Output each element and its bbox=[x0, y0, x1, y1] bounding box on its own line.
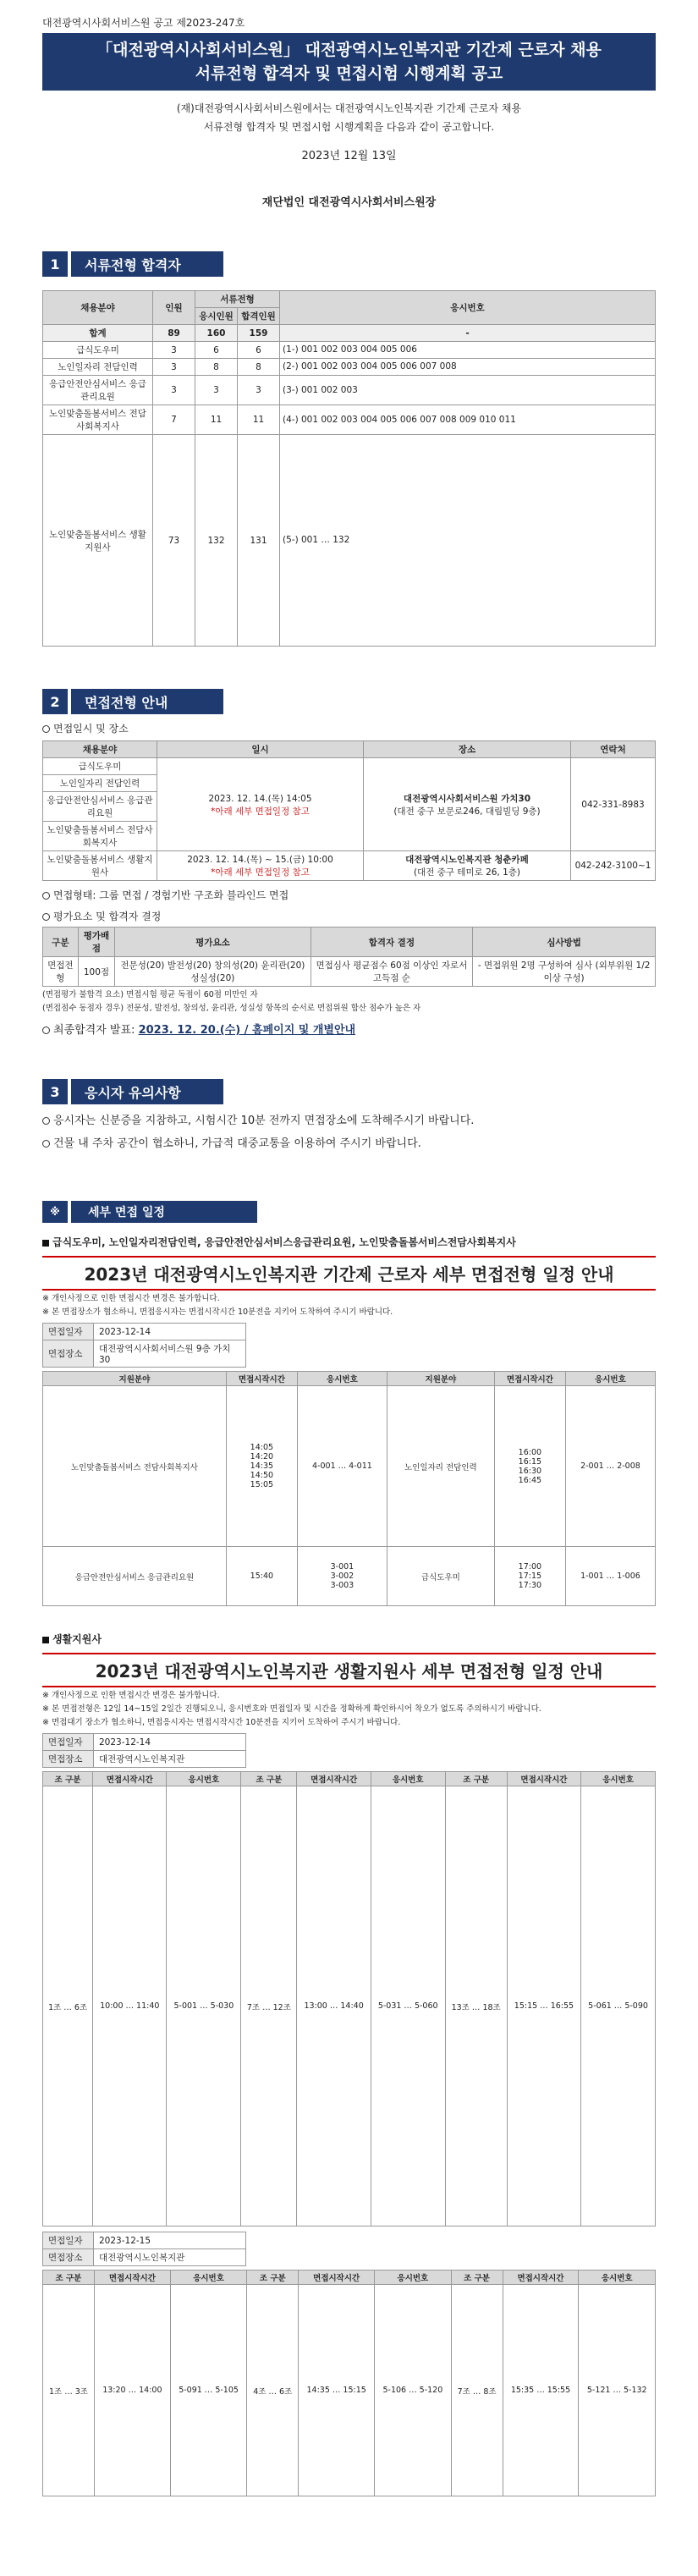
note: ※ 본 면접장소가 협소하니, 면접응시자는 면접시작시간 10분전을 지키어 도착하여 주시기 바랍니다. bbox=[42, 1307, 393, 1317]
eval-note-2: (면접점수 동점자 경우) 전문성, 발전성, 창의성, 윤리관, 성실성 항목의 순서로 면접위원 합산 점수가 높은 자 bbox=[42, 1004, 421, 1013]
info-table-2: 면접일자 2023-12-14 면접장소 대전광역시노인복지관 bbox=[42, 1733, 246, 1768]
note: ※ 개인사정으로 인한 면접시간 변경은 불가합니다. bbox=[42, 1691, 220, 1700]
section-2-header: 2 면접전형 안내 bbox=[42, 689, 656, 714]
schedule-table-1: 지원분야 면접시작시간 응시번호 지원분야 면접시작시간 응시번호 노인맞춤돌봄서비스 전담사회복지사 14:05 14:20 14:35 14:50 15:05 4-001 … 4-011 노인일자리 전담인력 16:00 16:15 16:30 16:45 2-001 … 2-008 응급안전안심서비스 응급관리요원 15:40 3-001 3-002 3-003 급식도우미 17:00 17:15 17:30 1-001 … 1-006 bbox=[42, 1371, 656, 1606]
bullet-format: 면접형태: 그룹 면접 / 경험기반 구조화 블라인드 면접 bbox=[42, 888, 656, 902]
circle-bullet-icon bbox=[42, 1117, 50, 1125]
caution-2: 건물 내 주차 공간이 협소하니, 가급적 대중교통을 이용하여 주시기 바랍니다. bbox=[42, 1134, 656, 1150]
group-1-label: 급식도우미, 노인일자리전담인력, 응급안전안심서비스응급관리요원, 노인맞춤돌봄서비스전담사회복지사 bbox=[42, 1235, 656, 1249]
circle-bullet-icon bbox=[42, 725, 50, 733]
group-2-label: 생활지원사 bbox=[42, 1632, 656, 1646]
bullet-schedule: 면접일시 및 장소 bbox=[42, 721, 656, 735]
document-pass-table: 채용분야 인원 서류전형 응시번호 응시인원 합격인원 합계 89 160 159 - 급식도우미 3 6 6 (1-) 001 002 003 004 005 006 노인일자리 전담인력 3 8 8 (2-) 001 002 003 004 005 006 007 008 응급안전안심서비스 응급관리요원 3 3 3 (3-) 001 002 003 노인맞춤돌봄서비스 전담사회복지사 7 11 11 (4-) 001 002 003 004 005 006 007 008 009 010 011 노인맞춤돌봄서비스 생활지원사 73 132 131 (5-) 001 … 132 bbox=[42, 290, 656, 647]
schedule-title-2: 2023년 대전광역시노인복지관 생활지원사 세부 면접전형 일정 안내 bbox=[42, 1653, 656, 1687]
circle-bullet-icon bbox=[42, 1027, 50, 1034]
note: ※ 면접대기 장소가 협소하니, 면접응시자는 면접시작시간 10분전을 지키어 도착하여 주시기 바랍니다. bbox=[42, 1718, 401, 1727]
final-announcement: 최종합격자 발표: 2023. 12. 20.(수) / 홈페이지 및 개별안내 bbox=[42, 1021, 656, 1037]
interview-place-table: 채용분야 일시 장소 연락처 급식도우미 2023. 12. 14.(목) 14:05 *아래 세부 면접일정 참고 대전광역시사회서비스원 가치30 (대전 중구 보문로246, 대림빌딩 9층) 042-331-8983 노인일자리 전담인력 응급안전안심서비스 응급관리요원 노인맞춤돌봄서비스 전담사회복지사 노인맞춤돌봄서비스 생활지원사 2023. 12. 14.(목) ~ 15.(금) 10:00 *아래 세부 면접일정 참고 대전광역시노인복지관 청춘카페 (대전 중구 테미로 26, 1층) 042-242-3100~1 bbox=[42, 740, 656, 881]
circle-bullet-icon bbox=[42, 892, 50, 900]
schedule-table-3: 조 구분 면접시작시간 응시번호 조 구분 면접시작시간 응시번호 조 구분 면접시작시간 응시번호 1조 … 3조 13:20 … 14:00 5-091 … 5-105 4조 … 6조 14:35 … 15:15 5-106 … 5-120 7조 … 8조 15:35 … 15:55 5-121 … 5-132 bbox=[42, 2270, 656, 2496]
schedule-table-2: 조 구분 면접시작시간 응시번호 조 구분 면접시작시간 응시번호 조 구분 면접시작시간 응시번호 1조 … 6조 10:00 … 11:40 5-001 … 5-030 7조 … 12조 13:00 … 14:40 5-031 … 5-060 13조 … 18조 15:15 … 16:55 5-061 … 5-090 bbox=[42, 1771, 656, 2226]
caution-1: 응시자는 신분증을 지참하고, 시험시간 10분 전까지 면접장소에 도착해주시기 바랍니다. bbox=[42, 1111, 656, 1127]
notice-number: 대전광역시사회서비스원 공고 제2023-247호 bbox=[42, 17, 245, 29]
note: ※ 본 면접전형은 12일 14~15일 2일간 진행되오니, 응시번호와 면접일자 및 시간을 정확하게 확인하시어 착오가 없도록 주의하시기 바랍니다. bbox=[42, 1704, 541, 1714]
info-table-1: 면접일자 2023-12-14 면접장소 대전광역시사회서비스원 9층 가치30 bbox=[42, 1323, 246, 1368]
square-bullet-icon bbox=[42, 1240, 49, 1247]
schedule-title-1: 2023년 대전광역시노인복지관 기간제 근로자 세부 면접전형 일정 안내 bbox=[42, 1256, 656, 1291]
intro: (재)대전광역시사회서비스원에서는 대전광역시노인복지관 기간제 근로자 채용 서류전형 합격자 및 면접시험 시행계획을 다음과 같이 공고합니다. bbox=[176, 102, 522, 133]
section-3-header: 3 응시자 유의사항 bbox=[42, 1079, 656, 1104]
note: ※ 개인사정으로 인한 면접시간 변경은 불가합니다. bbox=[42, 1294, 220, 1303]
organization: 재단법인 대전광역시사회서비스원장 bbox=[261, 196, 437, 209]
section-4-header: ※ 세부 면접 일정 bbox=[42, 1201, 656, 1223]
circle-bullet-icon bbox=[42, 913, 50, 921]
page-title: 「대전광역시사회서비스원」 대전광역시노인복지관 기간제 근로자 채용 서류전형 합격자 및 면접시험 시행계획 공고 bbox=[42, 33, 656, 91]
eval-note-1: (면접평가 불합격 요소) 면접시험 평균 독점이 60점 미만인 자 bbox=[42, 990, 258, 999]
info-table-3: 면접일자 2023-12-15 면접장소 대전광역시노인복지관 bbox=[42, 2232, 246, 2266]
bullet-eval: 평가요소 및 합격자 결정 bbox=[42, 909, 656, 923]
notice-date: 2023년 12월 13일 bbox=[301, 150, 397, 162]
circle-bullet-icon bbox=[42, 1140, 50, 1148]
evaluation-table: 구분 평가배점 평가요소 합격자 결정 심사방법 면접전형 100점 전문성(20) 발전성(20) 창의성(20) 윤리관(20) 성실성(20) 면접심사 평균점수 60점 이상인 자로서 고득점 순 - 면접위원 2명 구성하여 심사 (외부위원 1/2 이상 구성) bbox=[42, 927, 656, 987]
section-1-header: 1 서류전형 합격자 bbox=[42, 251, 656, 277]
square-bullet-icon bbox=[42, 1637, 49, 1643]
